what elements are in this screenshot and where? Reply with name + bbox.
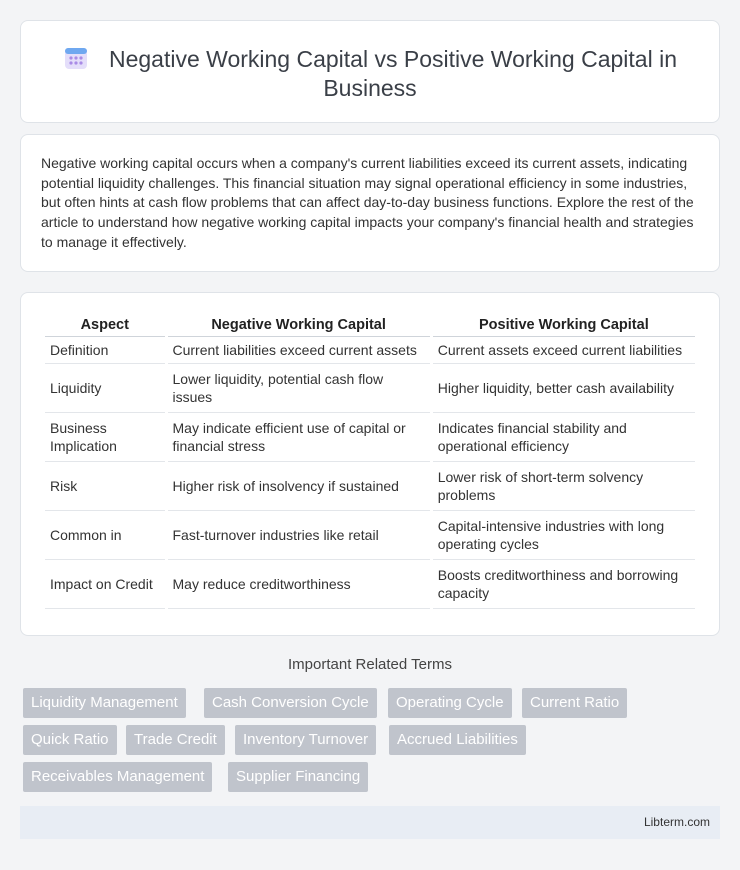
header-aspect: Aspect xyxy=(45,315,165,337)
table-cell-positive: Indicates financial stability and operational efficiency xyxy=(433,413,695,462)
table-cell-positive: Boosts creditworthiness and borrowing capacity xyxy=(433,560,695,609)
table-cell-positive: Higher liquidity, better cash availability xyxy=(433,364,695,413)
header-positive: Positive Working Capital xyxy=(433,315,695,337)
table-cell-aspect: Business Implication xyxy=(45,413,165,462)
tag-quick-ratio[interactable]: Quick Ratio xyxy=(23,725,117,755)
table-row xyxy=(45,337,695,364)
tag-receivables-management[interactable]: Receivables Management xyxy=(23,762,212,792)
header-card xyxy=(20,20,720,123)
intro-paragraph: Negative working capital occurs when a company's current liabilities exceed its current assets, indicating potential liquidity challenges. This financial situation may signal operational efficiency in some industries, but often hints at cash flow problems that can affect day-to-day business functions. Explore the rest of the article to understand how negative working capital impacts your company's financial health and strategies to manage it effectively. xyxy=(41,155,694,250)
comparison-table xyxy=(42,315,698,609)
table-cell-aspect: Impact on Credit xyxy=(45,560,165,609)
calendar-icon xyxy=(63,45,89,71)
related-terms-title: Important Related Terms xyxy=(288,656,452,673)
footer xyxy=(20,806,720,839)
table-cell-aspect: Common in xyxy=(45,511,165,560)
table-row xyxy=(45,413,695,462)
header-negative: Negative Working Capital xyxy=(168,315,430,337)
table-cell-positive: Capital-intensive industries with long operating cycles xyxy=(433,511,695,560)
tag-accrued-liabilities[interactable]: Accrued Liabilities xyxy=(389,725,526,755)
intro-card xyxy=(20,134,720,272)
table-cell-negative: Higher risk of insolvency if sustained xyxy=(168,462,430,511)
tag-trade-credit[interactable]: Trade Credit xyxy=(126,725,225,755)
table-header-row xyxy=(45,315,695,337)
table-cell-negative: Lower liquidity, potential cash flow issues xyxy=(168,364,430,413)
table-cell-aspect: Liquidity xyxy=(45,364,165,413)
tag-liquidity-management[interactable]: Liquidity Management xyxy=(23,688,186,718)
table-row xyxy=(45,511,695,560)
table-cell-aspect: Risk xyxy=(45,462,165,511)
comparison-card xyxy=(20,292,720,636)
tag-current-ratio[interactable]: Current Ratio xyxy=(522,688,627,718)
table-cell-negative: May indicate efficient use of capital or financial stress xyxy=(168,413,430,462)
page-title-row xyxy=(21,45,719,103)
table-row xyxy=(45,462,695,511)
footer-site-link[interactable]: Libterm.com xyxy=(643,815,710,829)
table-cell-positive: Current assets exceed current liabilities xyxy=(433,337,695,364)
table-cell-aspect: Definition xyxy=(45,337,165,364)
tag-supplier-financing[interactable]: Supplier Financing xyxy=(228,762,368,792)
table-row xyxy=(45,560,695,609)
page-title: Negative Working Capital vs Positive Working Capital in Business xyxy=(108,46,677,101)
table-cell-negative: Fast-turnover industries like retail xyxy=(168,511,430,560)
table-cell-positive: Lower risk of short-term solvency problems xyxy=(433,462,695,511)
table-row xyxy=(45,364,695,413)
tag-operating-cycle[interactable]: Operating Cycle xyxy=(388,688,512,718)
table-cell-negative: Current liabilities exceed current assets xyxy=(168,337,430,364)
tag-inventory-turnover[interactable]: Inventory Turnover xyxy=(235,725,376,755)
tag-cash-conversion-cycle[interactable]: Cash Conversion Cycle xyxy=(204,688,377,718)
table-cell-negative: May reduce creditworthiness xyxy=(168,560,430,609)
